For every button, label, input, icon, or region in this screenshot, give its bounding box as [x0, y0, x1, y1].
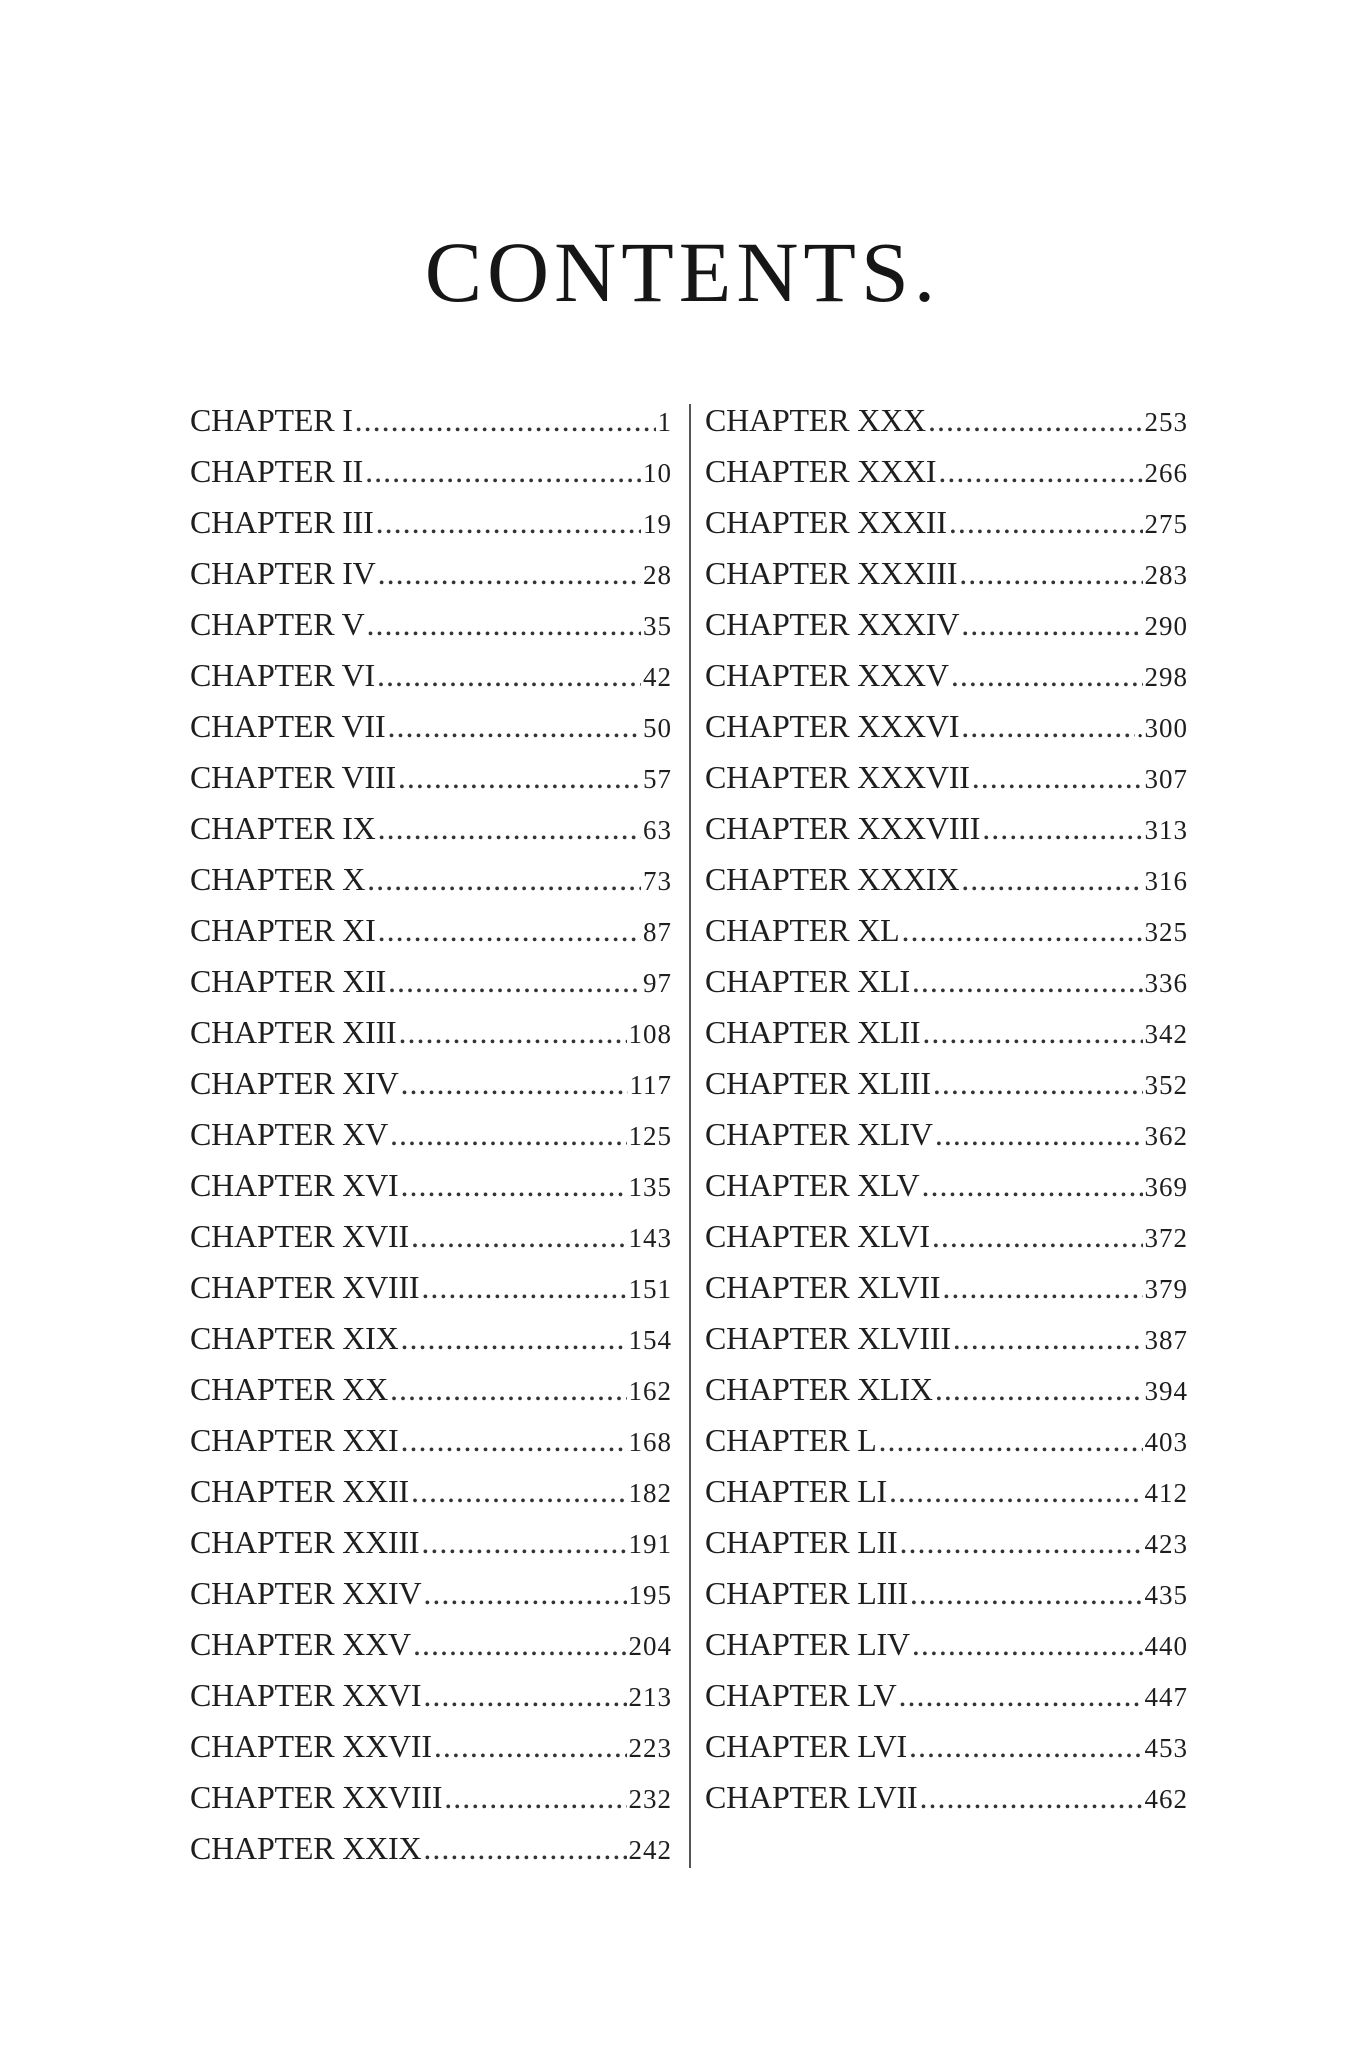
- dot-leader: [398, 1007, 626, 1058]
- page-number: 275: [1144, 509, 1188, 539]
- chapter-label: CHAPTER LIV: [705, 1626, 910, 1662]
- page-number: 369: [1144, 1172, 1188, 1202]
- chapter-label: CHAPTER XXI: [190, 1422, 399, 1458]
- page-number: 290: [1144, 611, 1188, 641]
- page-number: 379: [1144, 1274, 1188, 1304]
- page-number: 362: [1144, 1121, 1188, 1151]
- chapter-label: CHAPTER XVII: [190, 1218, 409, 1254]
- chapter-label: CHAPTER XLV: [705, 1167, 920, 1203]
- chapter-label: CHAPTER LIII: [705, 1575, 908, 1611]
- chapter-label: CHAPTER XI: [190, 912, 376, 948]
- page-number: 313: [1144, 815, 1188, 845]
- toc-entry[interactable]: [705, 1262, 1188, 1313]
- toc-entry[interactable]: [190, 1619, 672, 1670]
- toc-entry[interactable]: [705, 1772, 1188, 1823]
- toc-entry[interactable]: [190, 599, 672, 650]
- toc-entry[interactable]: [190, 1160, 672, 1211]
- page-number: 394: [1144, 1376, 1188, 1406]
- page-number: 195: [628, 1580, 672, 1610]
- chapter-label: CHAPTER XVI: [190, 1167, 399, 1203]
- page-number: 19: [643, 509, 672, 539]
- dot-leader: [400, 1313, 626, 1364]
- chapter-label: CHAPTER XLII: [705, 1014, 921, 1050]
- toc-entry[interactable]: [190, 1517, 672, 1568]
- toc-entry[interactable]: [190, 1670, 672, 1721]
- dot-leader: [961, 701, 1134, 752]
- page-number: 57: [643, 764, 672, 794]
- dot-leader: [367, 599, 641, 650]
- dot-leader: [889, 1466, 1142, 1517]
- page-number: 10: [643, 458, 672, 488]
- chapter-label: CHAPTER IV: [190, 555, 376, 591]
- toc-entry[interactable]: [705, 752, 1188, 803]
- dot-leader: [935, 1109, 1143, 1160]
- toc-entry[interactable]: [705, 548, 1188, 599]
- chapter-label: CHAPTER XLVII: [705, 1269, 941, 1305]
- toc-entry[interactable]: [190, 1109, 672, 1160]
- chapter-label: CHAPTER XLIV: [705, 1116, 933, 1152]
- dot-leader: [899, 1670, 1143, 1721]
- toc-entry[interactable]: [705, 1160, 1188, 1211]
- dot-leader: [961, 854, 1142, 905]
- toc-entry[interactable]: [705, 1721, 1188, 1772]
- page-number: 352: [1144, 1070, 1188, 1100]
- dot-leader: [413, 1619, 627, 1670]
- dot-leader: [912, 956, 1143, 1007]
- toc-entry[interactable]: [705, 1058, 1188, 1109]
- toc-entry[interactable]: [190, 1568, 672, 1619]
- toc-column-right: [705, 395, 1188, 1823]
- chapter-label: CHAPTER XII: [190, 963, 387, 999]
- page-number: 213: [628, 1682, 672, 1712]
- toc-entry[interactable]: [705, 1211, 1188, 1262]
- dot-leader: [901, 905, 1142, 956]
- page-number: 423: [1144, 1529, 1188, 1559]
- dot-leader: [942, 1262, 1142, 1313]
- toc-entry[interactable]: [705, 1415, 1188, 1466]
- page-number: 125: [628, 1121, 672, 1151]
- dot-leader: [928, 395, 1143, 446]
- toc-entry[interactable]: [190, 1007, 672, 1058]
- toc-entry[interactable]: [705, 446, 1188, 497]
- page-number: .300: [1136, 713, 1188, 743]
- dot-leader: [390, 1364, 626, 1415]
- page-number: 253: [1144, 407, 1188, 437]
- dot-leader: [411, 1466, 627, 1517]
- page-number: 283: [1144, 560, 1188, 590]
- dot-leader: [909, 1721, 1143, 1772]
- toc-entry[interactable]: [190, 701, 672, 752]
- page-number: 42: [643, 662, 672, 692]
- chapter-label: CHAPTER XXIII: [190, 1524, 420, 1560]
- page-number: 204: [628, 1631, 672, 1661]
- dot-leader: [377, 650, 641, 701]
- chapter-label: CHAPTER VI: [190, 657, 375, 693]
- toc-column-left: [190, 395, 672, 1874]
- toc-entry[interactable]: [190, 854, 672, 905]
- page-number: 372: [1144, 1223, 1188, 1253]
- chapter-label: CHAPTER XXX: [705, 402, 926, 438]
- toc-entry[interactable]: [190, 1058, 672, 1109]
- toc-entry[interactable]: [705, 1007, 1188, 1058]
- dot-leader: [961, 599, 1142, 650]
- chapter-label: CHAPTER XXXVII: [705, 759, 970, 795]
- chapter-label: CHAPTER VII: [190, 708, 386, 744]
- page-number: 97: [643, 968, 672, 998]
- toc-entry[interactable]: [190, 905, 672, 956]
- dot-leader: [423, 1823, 626, 1874]
- page-number: 387: [1144, 1325, 1188, 1355]
- dot-leader: [398, 752, 641, 803]
- chapter-label: CHAPTER X: [190, 861, 366, 897]
- chapter-label: CHAPTER XXXV: [705, 657, 949, 693]
- chapter-label: CHAPTER XXXVIII: [705, 810, 981, 846]
- dot-leader: [434, 1721, 627, 1772]
- column-divider: [689, 404, 691, 1868]
- dot-leader: [938, 446, 1142, 497]
- page-number: 336: [1144, 968, 1188, 998]
- toc-entry[interactable]: [705, 599, 1188, 650]
- toc-entry[interactable]: [190, 650, 672, 701]
- toc-entry[interactable]: [190, 1466, 672, 1517]
- chapter-label: CHAPTER V: [190, 606, 365, 642]
- page-number: 440: [1144, 1631, 1188, 1661]
- dot-leader: [365, 446, 641, 497]
- chapter-label: CHAPTER XXXI: [705, 453, 937, 489]
- toc-entry[interactable]: [705, 854, 1188, 905]
- toc-entry[interactable]: [190, 1262, 672, 1313]
- chapter-label: CHAPTER XLVI: [705, 1218, 930, 1254]
- page-number: 453: [1144, 1733, 1188, 1763]
- page-number: 191: [628, 1529, 672, 1559]
- dot-leader: [387, 701, 641, 752]
- chapter-label: CHAPTER LVI: [705, 1728, 907, 1764]
- dot-leader: [390, 1109, 626, 1160]
- toc-entry[interactable]: [705, 1466, 1188, 1517]
- toc-entry[interactable]: [190, 1313, 672, 1364]
- page-number: 325: [1144, 917, 1188, 947]
- toc-entry[interactable]: [705, 497, 1188, 548]
- page-number: 435: [1144, 1580, 1188, 1610]
- chapter-label: CHAPTER XXIX: [190, 1830, 422, 1866]
- page-number: 63: [643, 815, 672, 845]
- chapter-label: CHAPTER XVIII: [190, 1269, 420, 1305]
- toc-entry[interactable]: [705, 650, 1188, 701]
- dot-leader: [932, 1211, 1143, 1262]
- page-number: 232: [628, 1784, 672, 1814]
- dot-leader: [378, 905, 641, 956]
- chapter-label: CHAPTER LI: [705, 1473, 888, 1509]
- dot-leader: [388, 956, 641, 1007]
- chapter-label: CHAPTER XXV: [190, 1626, 411, 1662]
- page-number: 87: [643, 917, 672, 947]
- chapter-label: CHAPTER LVII: [705, 1779, 918, 1815]
- page-number: 403: [1144, 1427, 1188, 1457]
- chapter-label: CHAPTER XLIX: [705, 1371, 933, 1407]
- page-number: 182: [628, 1478, 672, 1508]
- chapter-label: CHAPTER IX: [190, 810, 376, 846]
- toc-entry[interactable]: [190, 548, 672, 599]
- page-number: 266: [1144, 458, 1188, 488]
- page-number: 143: [628, 1223, 672, 1253]
- page-number: 135: [628, 1172, 672, 1202]
- page-number: 242: [628, 1835, 672, 1865]
- toc-entry[interactable]: [705, 1670, 1188, 1721]
- chapter-label: CHAPTER XIV: [190, 1065, 399, 1101]
- toc-entry[interactable]: [705, 1364, 1188, 1415]
- chapter-label: CHAPTER XXVII: [190, 1728, 432, 1764]
- toc-entry[interactable]: [705, 1619, 1188, 1670]
- toc-entry[interactable]: [190, 446, 672, 497]
- toc-entry[interactable]: [190, 497, 672, 548]
- toc-entry[interactable]: [190, 1772, 672, 1823]
- dot-leader: [949, 497, 1143, 548]
- chapter-label: CHAPTER XXII: [190, 1473, 409, 1509]
- page-number: 1: [657, 407, 672, 437]
- chapter-label: CHAPTER XV: [190, 1116, 389, 1152]
- page-number: 108: [628, 1019, 672, 1049]
- dot-leader: [367, 854, 641, 905]
- toc-entry[interactable]: [190, 752, 672, 803]
- chapter-label: CHAPTER XLVIII: [705, 1320, 951, 1356]
- toc-entry[interactable]: [190, 1415, 672, 1466]
- toc-entry[interactable]: [705, 701, 1188, 752]
- page-number: 117: [629, 1070, 672, 1100]
- dot-leader: [912, 1619, 1143, 1670]
- page-number: 462: [1144, 1784, 1188, 1814]
- dot-leader: [951, 650, 1143, 701]
- chapter-label: CHAPTER LII: [705, 1524, 898, 1560]
- chapter-label: CHAPTER XX: [190, 1371, 389, 1407]
- chapter-label: CHAPTER XXXVI: [705, 708, 960, 744]
- page-number: 298: [1144, 662, 1188, 692]
- dot-leader: [910, 1568, 1143, 1619]
- chapter-label: CHAPTER II: [190, 453, 364, 489]
- toc-entry[interactable]: [190, 956, 672, 1007]
- page-number: 154: [628, 1325, 672, 1355]
- toc-entry[interactable]: [705, 1109, 1188, 1160]
- toc-entry[interactable]: [705, 905, 1188, 956]
- page-number: 162: [628, 1376, 672, 1406]
- chapter-label: CHAPTER XIII: [190, 1014, 397, 1050]
- dot-leader: [400, 1058, 627, 1109]
- chapter-label: CHAPTER I: [190, 402, 353, 438]
- page-number: 168: [628, 1427, 672, 1457]
- dot-leader: [378, 803, 641, 854]
- dot-leader: [879, 1415, 1143, 1466]
- dot-leader: [953, 1313, 1143, 1364]
- chapter-label: CHAPTER XXIV: [190, 1575, 422, 1611]
- page-number: 307: [1144, 764, 1188, 794]
- dot-leader: [982, 803, 1142, 854]
- dot-leader: [899, 1517, 1142, 1568]
- dot-leader: [922, 1007, 1142, 1058]
- toc-entry[interactable]: [190, 1364, 672, 1415]
- chapter-label: CHAPTER LV: [705, 1677, 897, 1713]
- chapter-label: CHAPTER XLIII: [705, 1065, 931, 1101]
- chapter-label: CHAPTER XLI: [705, 963, 910, 999]
- chapter-label: CHAPTER VIII: [190, 759, 396, 795]
- dot-leader: [959, 548, 1142, 599]
- toc-entry[interactable]: [190, 803, 672, 854]
- chapter-label: CHAPTER L: [705, 1422, 877, 1458]
- dot-leader: [972, 752, 1143, 803]
- dot-leader: [933, 1058, 1143, 1109]
- page-number: 412: [1144, 1478, 1188, 1508]
- toc-entry[interactable]: [705, 395, 1188, 446]
- toc-entry[interactable]: [705, 1313, 1188, 1364]
- chapter-label: CHAPTER XXXIV: [705, 606, 960, 642]
- dot-leader: [423, 1568, 626, 1619]
- dot-leader: [411, 1211, 627, 1262]
- dot-leader: [444, 1772, 626, 1823]
- dot-leader: [935, 1364, 1143, 1415]
- toc-entry[interactable]: [705, 956, 1188, 1007]
- page-number: 316: [1144, 866, 1188, 896]
- dot-leader: [378, 548, 641, 599]
- dot-leader: [400, 1415, 626, 1466]
- dot-leader: [376, 497, 641, 548]
- toc-entry[interactable]: [190, 1211, 672, 1262]
- dot-leader: [919, 1772, 1142, 1823]
- page-number: 28: [643, 560, 672, 590]
- chapter-label: CHAPTER XL: [705, 912, 900, 948]
- page-number: 73: [643, 866, 672, 896]
- chapter-label: CHAPTER XXVI: [190, 1677, 422, 1713]
- chapter-label: CHAPTER XXXIX: [705, 861, 960, 897]
- dot-leader: [921, 1160, 1142, 1211]
- toc-entry[interactable]: [705, 1517, 1188, 1568]
- dot-leader: [400, 1160, 626, 1211]
- toc-entry[interactable]: [705, 803, 1188, 854]
- toc-entry[interactable]: [705, 1568, 1188, 1619]
- page-title: CONTENTS.: [424, 224, 941, 320]
- chapter-label: CHAPTER XXXII: [705, 504, 947, 540]
- page-number: 447: [1144, 1682, 1188, 1712]
- page-number: 342: [1144, 1019, 1188, 1049]
- dot-leader: [355, 395, 656, 446]
- toc-entry[interactable]: [190, 1721, 672, 1772]
- toc-entry[interactable]: [190, 1823, 672, 1874]
- page-number: 223: [628, 1733, 672, 1763]
- dot-leader: [421, 1262, 626, 1313]
- chapter-label: CHAPTER III: [190, 504, 374, 540]
- chapter-label: CHAPTER XIX: [190, 1320, 399, 1356]
- dot-leader: [423, 1670, 626, 1721]
- page-number: 50: [643, 713, 672, 743]
- page-number: 35: [643, 611, 672, 641]
- chapter-label: CHAPTER XXVIII: [190, 1779, 443, 1815]
- chapter-label: CHAPTER XXXIII: [705, 555, 958, 591]
- toc-entry[interactable]: [190, 395, 672, 446]
- dot-leader: [421, 1517, 626, 1568]
- page-number: 151: [628, 1274, 672, 1304]
